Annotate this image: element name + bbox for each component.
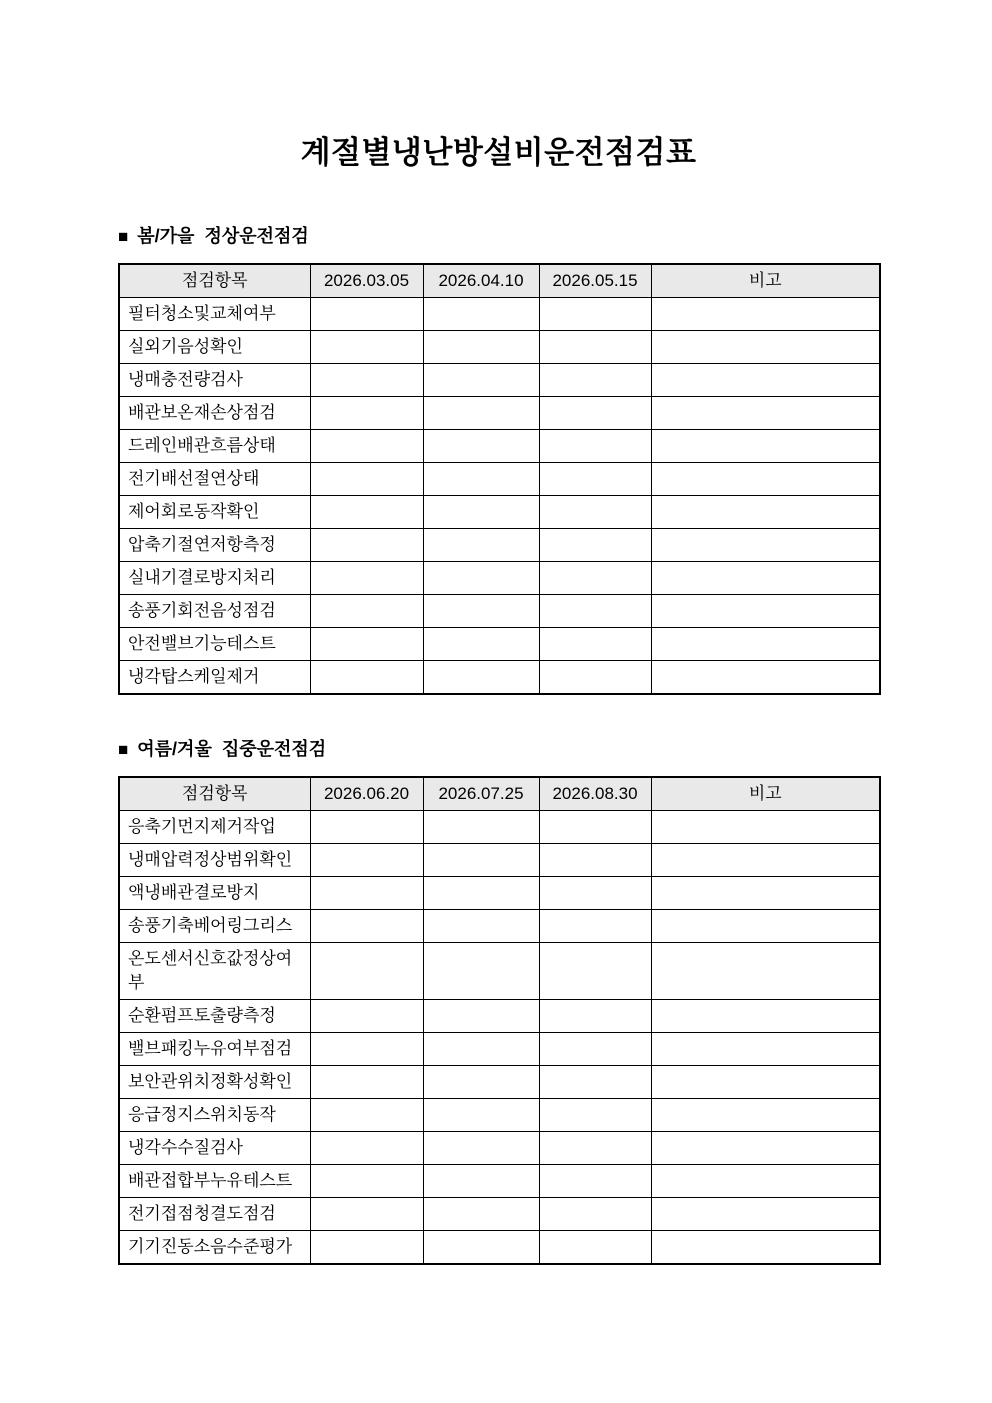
check-cell — [423, 628, 539, 661]
check-cell — [539, 397, 651, 430]
check-item-label: 전기접점청결도점검 — [119, 1198, 310, 1231]
note-cell — [651, 562, 880, 595]
check-cell — [423, 298, 539, 331]
check-item-label: 압축기절연저항측정 — [119, 529, 310, 562]
column-header-date3: 2026.08.30 — [539, 777, 651, 811]
document-content — [118, 133, 879, 1265]
table-row — [119, 496, 880, 529]
check-cell — [310, 1000, 423, 1033]
note-cell — [651, 1231, 880, 1265]
check-item-label: 액냉배관결로방지 — [119, 877, 310, 910]
check-cell — [310, 595, 423, 628]
check-cell — [423, 595, 539, 628]
table-header-row — [119, 777, 880, 811]
check-item-label: 실내기결로방지처리 — [119, 562, 310, 595]
check-item-label: 응축기먼지제거작업 — [119, 811, 310, 844]
table-row — [119, 1165, 880, 1198]
check-item-label: 응급정지스위치동작 — [119, 1099, 310, 1132]
table-row — [119, 430, 880, 463]
check-cell — [423, 1066, 539, 1099]
check-cell — [310, 331, 423, 364]
check-item-label: 보안관위치정확성확인 — [119, 1066, 310, 1099]
check-cell — [539, 1066, 651, 1099]
note-cell — [651, 910, 880, 943]
section-heading — [118, 225, 879, 247]
note-cell — [651, 1000, 880, 1033]
column-header-note: 비고 — [651, 777, 880, 811]
check-cell — [423, 661, 539, 695]
check-cell — [539, 1000, 651, 1033]
check-cell — [539, 628, 651, 661]
table-row — [119, 1000, 880, 1033]
check-cell — [539, 430, 651, 463]
check-cell — [423, 1132, 539, 1165]
check-cell — [423, 496, 539, 529]
check-cell — [423, 1198, 539, 1231]
check-cell — [539, 1165, 651, 1198]
check-cell — [310, 1099, 423, 1132]
check-item-label: 실외기음성확인 — [119, 331, 310, 364]
table-row — [119, 298, 880, 331]
check-cell — [310, 811, 423, 844]
table-row — [119, 1033, 880, 1066]
check-cell — [310, 1066, 423, 1099]
check-cell — [423, 463, 539, 496]
check-cell — [310, 1231, 423, 1265]
check-cell — [539, 463, 651, 496]
check-cell — [310, 463, 423, 496]
check-cell — [310, 364, 423, 397]
check-cell — [310, 529, 423, 562]
check-cell — [539, 943, 651, 1000]
note-cell — [651, 1066, 880, 1099]
note-cell — [651, 1132, 880, 1165]
check-item-label: 송풍기회전음성점검 — [119, 595, 310, 628]
check-item-label: 냉각수수질검사 — [119, 1132, 310, 1165]
check-cell — [539, 595, 651, 628]
section-spring-fall — [118, 225, 879, 695]
note-cell — [651, 943, 880, 1000]
check-cell — [423, 844, 539, 877]
check-cell — [539, 1099, 651, 1132]
table-row — [119, 1099, 880, 1132]
inspection-table-summer-winter — [118, 776, 881, 1265]
check-item-label: 배관보온재손상점검 — [119, 397, 310, 430]
column-header-date2: 2026.07.25 — [423, 777, 539, 811]
note-cell — [651, 877, 880, 910]
check-cell — [423, 811, 539, 844]
note-cell — [651, 331, 880, 364]
check-cell — [310, 628, 423, 661]
check-cell — [310, 1198, 423, 1231]
check-item-label: 드레인배관흐름상태 — [119, 430, 310, 463]
check-item-label: 필터청소및교체여부 — [119, 298, 310, 331]
note-cell — [651, 628, 880, 661]
check-cell — [539, 1231, 651, 1265]
check-item-label: 온도센서신호값정상여부 — [119, 943, 310, 1000]
check-cell — [310, 298, 423, 331]
check-cell — [539, 877, 651, 910]
check-cell — [423, 331, 539, 364]
table-row — [119, 364, 880, 397]
check-cell — [310, 430, 423, 463]
check-cell — [423, 877, 539, 910]
check-cell — [310, 1033, 423, 1066]
check-cell — [310, 496, 423, 529]
table-row — [119, 463, 880, 496]
check-cell — [310, 562, 423, 595]
check-cell — [310, 844, 423, 877]
note-cell — [651, 595, 880, 628]
section-heading — [118, 738, 879, 760]
check-cell — [539, 1198, 651, 1231]
check-cell — [539, 562, 651, 595]
check-item-label: 냉각탑스케일제거 — [119, 661, 310, 695]
check-cell — [539, 1132, 651, 1165]
section-summer-winter — [118, 738, 879, 1265]
square-bullet-icon: ■ — [118, 739, 129, 759]
check-cell — [423, 397, 539, 430]
note-cell — [651, 1198, 880, 1231]
table-row — [119, 562, 880, 595]
table-row — [119, 1132, 880, 1165]
note-cell — [651, 463, 880, 496]
check-cell — [423, 1000, 539, 1033]
column-header-date2: 2026.04.10 — [423, 264, 539, 298]
check-item-label: 송풍기축베어링그리스 — [119, 910, 310, 943]
table-row — [119, 811, 880, 844]
check-cell — [539, 811, 651, 844]
table-row — [119, 943, 880, 1000]
check-item-label: 안전밸브기능테스트 — [119, 628, 310, 661]
check-cell — [539, 529, 651, 562]
table-row — [119, 529, 880, 562]
table-row — [119, 1066, 880, 1099]
check-cell — [539, 364, 651, 397]
check-cell — [310, 661, 423, 695]
check-cell — [539, 1033, 651, 1066]
check-cell — [539, 910, 651, 943]
column-header-date1: 2026.03.05 — [310, 264, 423, 298]
check-cell — [310, 877, 423, 910]
check-cell — [539, 661, 651, 695]
note-cell — [651, 1099, 880, 1132]
note-cell — [651, 529, 880, 562]
table-row — [119, 877, 880, 910]
check-item-label: 전기배선절연상태 — [119, 463, 310, 496]
check-item-label: 기기진동소음수준평가 — [119, 1231, 310, 1265]
column-header-note: 비고 — [651, 264, 880, 298]
check-cell — [423, 364, 539, 397]
check-item-label: 밸브패킹누유여부점검 — [119, 1033, 310, 1066]
table-row — [119, 397, 880, 430]
check-cell — [310, 1132, 423, 1165]
table-row — [119, 1198, 880, 1231]
note-cell — [651, 811, 880, 844]
check-cell — [539, 844, 651, 877]
check-cell — [423, 430, 539, 463]
check-cell — [423, 529, 539, 562]
check-item-label: 순환펌프토출량측정 — [119, 1000, 310, 1033]
check-cell — [310, 397, 423, 430]
column-header-item: 점검항목 — [119, 264, 310, 298]
note-cell — [651, 844, 880, 877]
note-cell — [651, 1033, 880, 1066]
check-cell — [423, 1231, 539, 1265]
note-cell — [651, 430, 880, 463]
note-cell — [651, 364, 880, 397]
check-cell — [423, 943, 539, 1000]
check-cell — [423, 562, 539, 595]
column-header-date1: 2026.06.20 — [310, 777, 423, 811]
note-cell — [651, 298, 880, 331]
note-cell — [651, 661, 880, 695]
check-cell — [423, 1099, 539, 1132]
table-row — [119, 331, 880, 364]
check-cell — [423, 910, 539, 943]
section-heading-label: 여름/겨울 집중운전점검 — [137, 739, 327, 759]
table-header-row — [119, 264, 880, 298]
square-bullet-icon: ■ — [118, 226, 129, 246]
inspection-table-spring-fall — [118, 263, 881, 695]
check-cell — [310, 910, 423, 943]
check-cell — [423, 1033, 539, 1066]
check-cell — [539, 496, 651, 529]
table-row — [119, 910, 880, 943]
check-cell — [310, 1165, 423, 1198]
table-row — [119, 661, 880, 695]
check-cell — [539, 298, 651, 331]
section-heading-label: 봄/가을 정상운전점검 — [137, 226, 309, 246]
table-row — [119, 844, 880, 877]
table-row — [119, 1231, 880, 1265]
column-header-item: 점검항목 — [119, 777, 310, 811]
table-row — [119, 628, 880, 661]
check-item-label: 냉매압력정상범위확인 — [119, 844, 310, 877]
check-item-label: 배관접합부누유테스트 — [119, 1165, 310, 1198]
document-title: 계절별냉난방설비운전점검표 — [300, 135, 697, 170]
check-cell — [423, 1165, 539, 1198]
note-cell — [651, 397, 880, 430]
check-cell — [539, 331, 651, 364]
check-item-label: 냉매충전량검사 — [119, 364, 310, 397]
note-cell — [651, 1165, 880, 1198]
check-cell — [310, 943, 423, 1000]
note-cell — [651, 496, 880, 529]
check-item-label: 제어회로동작확인 — [119, 496, 310, 529]
column-header-date3: 2026.05.15 — [539, 264, 651, 298]
table-row — [119, 595, 880, 628]
